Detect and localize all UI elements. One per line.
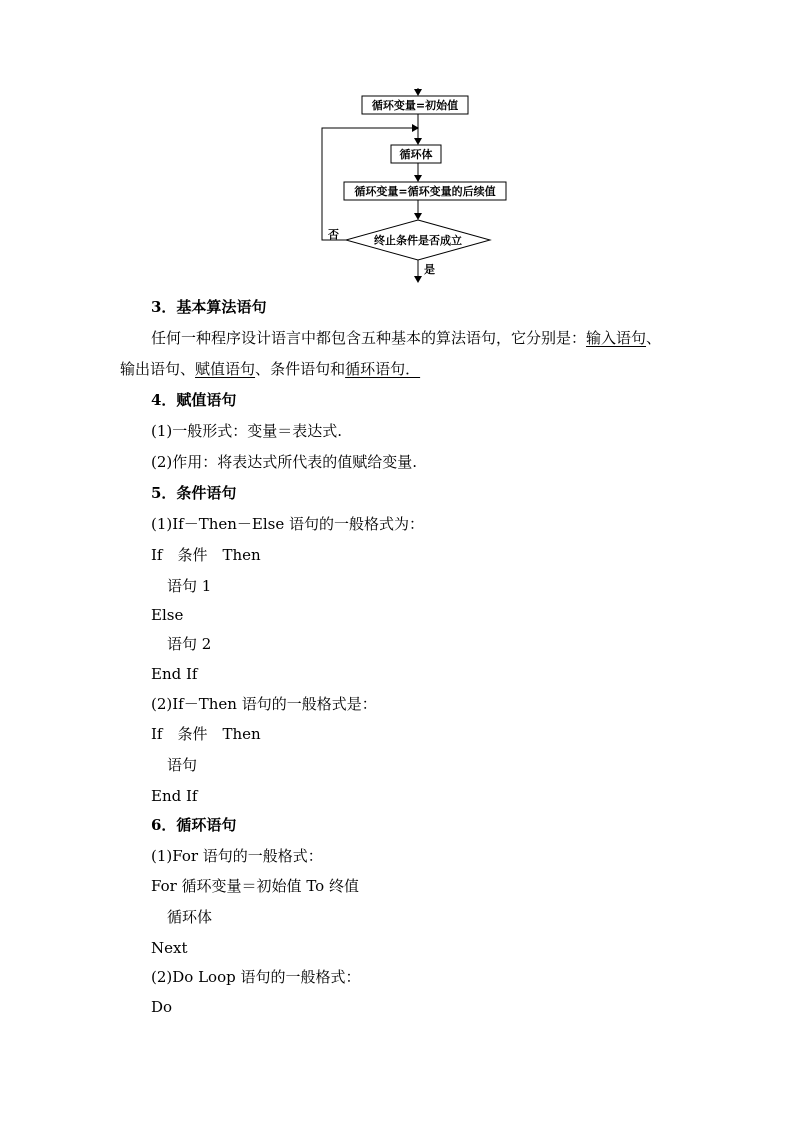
section-5-line3: 语句 1	[167, 577, 212, 595]
blank-loop-statement: 循环语句．	[345, 360, 421, 378]
section-3-para-line2	[120, 359, 420, 379]
section-3-heading: 3．基本算法语句	[151, 298, 267, 316]
section-4-line1: (1)一般形式：变量＝表达式.	[151, 422, 343, 440]
box-body-label: 循环体	[399, 148, 433, 161]
sep: 、	[255, 360, 271, 378]
loop-flowchart	[0, 0, 794, 300]
section-5-heading: 5．条件语句	[151, 484, 237, 502]
section-5-line9: 语句	[167, 756, 198, 774]
section-6-line4: Next	[151, 939, 188, 957]
section-5-line6: End If	[151, 665, 198, 683]
section-5-line8: If 条件 Then	[151, 725, 261, 743]
section-5-line10: End If	[151, 787, 198, 805]
blank-assignment-statement: 赋值语句	[195, 360, 256, 378]
section-3-intro: 任何一种程序设计语言中都包含五种基本的算法语句，它分别是：	[151, 329, 587, 347]
blank-output-statement: 输出语句	[120, 360, 181, 378]
section-6-line2: For 循环变量＝初始值 To 终值	[151, 877, 359, 895]
decision-label: 终止条件是否成立	[374, 234, 462, 247]
blank-conditional-statement: 条件语句	[270, 360, 331, 378]
section-3-para-line1	[151, 328, 661, 348]
section-5-line5: 语句 2	[167, 635, 212, 653]
section-6-line6: Do	[151, 998, 173, 1016]
label-no: 否	[328, 228, 339, 241]
box-init-label: 循环变量=初始值	[371, 99, 459, 112]
sep: 、	[646, 329, 662, 347]
word-and: 和	[330, 360, 346, 378]
section-5-line4: Else	[151, 606, 184, 624]
section-4-line2: (2)作用：将表达式所代表的值赋给变量.	[151, 453, 418, 471]
box-update-label: 循环变量=循环变量的后续值	[354, 185, 496, 198]
section-6-heading: 6．循环语句	[151, 816, 237, 834]
section-6-line5: (2)Do Loop 语句的一般格式：	[151, 968, 361, 986]
section-6-line1: (1)For 语句的一般格式：	[151, 847, 323, 865]
blank-input-statement: 输入语句	[586, 329, 647, 347]
section-4-heading: 4．赋值语句	[151, 391, 237, 409]
section-5-line2: If 条件 Then	[151, 546, 261, 564]
sep: 、	[180, 360, 196, 378]
label-yes: 是	[424, 263, 435, 276]
section-5-line1: (1)If－Then－Else 语句的一般格式为：	[151, 515, 425, 533]
section-6-line3: 循环体	[167, 908, 213, 926]
section-5-line7: (2)If－Then 语句的一般格式是：	[151, 695, 377, 713]
